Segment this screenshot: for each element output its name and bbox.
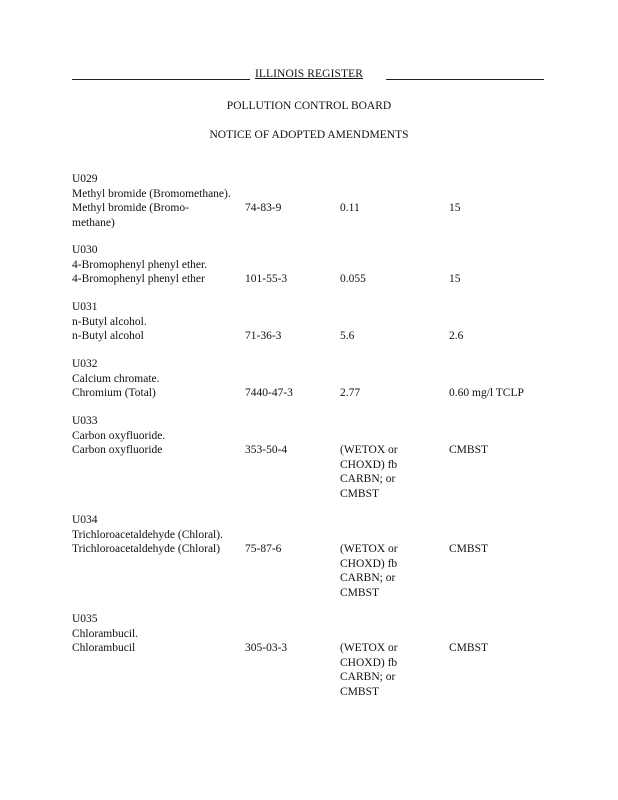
waste-code: U034 <box>72 514 98 526</box>
constituent-name <box>72 272 232 287</box>
wastewater-standard-line: CARBN; or <box>340 671 396 683</box>
wastewater-standard-line: 0.11 <box>340 202 360 214</box>
nonwastewater-standard: CMBST <box>449 444 488 456</box>
register-title: ILLINOIS REGISTER <box>254 68 364 80</box>
wastewater-standard-line: (WETOX or <box>340 444 398 456</box>
nonwastewater-standard: CMBST <box>449 543 488 555</box>
constituent-name-line: Methyl bromide (Bromo- <box>72 202 189 214</box>
waste-code: U033 <box>72 415 98 427</box>
constituent-name-line: n-Butyl alcohol <box>72 330 144 342</box>
waste-code: U029 <box>72 173 98 185</box>
wastewater-standard-line: CMBST <box>340 487 379 500</box>
wastewater-standard <box>340 201 420 216</box>
wastewater-standard-line: (WETOX or <box>340 642 398 654</box>
waste-entry <box>72 357 552 401</box>
waste-entry <box>72 513 552 600</box>
waste-name: Chlorambucil. <box>72 627 139 640</box>
waste-code: U030 <box>72 244 98 256</box>
constituent-row <box>72 641 552 699</box>
wastewater-standard-line: CMBST <box>340 685 379 698</box>
waste-entry <box>72 243 552 287</box>
nonwastewater-standard: 15 <box>449 273 461 285</box>
waste-name: Calcium chromate. <box>72 372 160 385</box>
waste-code: U031 <box>72 301 98 313</box>
wastewater-standard-line: (WETOX or <box>340 543 398 555</box>
cas-number: 71-36-3 <box>245 330 282 342</box>
wastewater-standard <box>340 443 420 501</box>
waste-code: U032 <box>72 358 98 370</box>
constituent-name <box>72 386 232 401</box>
cas-number: 353-50-4 <box>245 444 288 456</box>
waste-name: 4-Bromophenyl phenyl ether. <box>72 258 208 271</box>
constituent-name <box>72 201 232 230</box>
waste-name: Methyl bromide (Bromomethane). <box>72 187 231 200</box>
constituent-name-line: Chromium (Total) <box>72 387 156 399</box>
wastewater-standard <box>340 329 420 344</box>
waste-entry <box>72 172 552 230</box>
wastewater-standard <box>340 641 420 699</box>
constituent-row <box>72 386 552 401</box>
wastewater-standard-line: 5.6 <box>340 330 355 342</box>
wastewater-standard-line: CMBST <box>340 586 379 599</box>
constituent-row <box>72 542 552 600</box>
waste-code: U035 <box>72 613 98 625</box>
constituent-name <box>72 641 232 656</box>
cas-number: 305-03-3 <box>245 642 288 654</box>
nonwastewater-standard: 15 <box>449 202 461 214</box>
waste-entry <box>72 414 552 501</box>
waste-entry <box>72 300 552 344</box>
constituent-name-line: Carbon oxyfluoride <box>72 444 163 456</box>
constituent-row <box>72 443 552 501</box>
waste-entry <box>72 612 552 699</box>
cas-number: 101-55-3 <box>245 273 288 285</box>
waste-name: Carbon oxyfluoride. <box>72 429 166 442</box>
waste-name: Trichloroacetaldehyde (Chloral). <box>72 528 223 541</box>
wastewater-standard <box>340 272 420 287</box>
wastewater-standard <box>340 542 420 600</box>
wastewater-standard-line: CARBN; or <box>340 572 396 584</box>
constituent-name-line: Chlorambucil <box>72 642 136 654</box>
board-title: POLLUTION CONTROL BOARD <box>226 100 392 112</box>
cas-number: 75-87-6 <box>245 543 282 555</box>
cas-number: 74-83-9 <box>245 202 282 214</box>
constituent-name-line: 4-Bromophenyl phenyl ether <box>72 273 205 285</box>
constituent-row <box>72 329 552 344</box>
waste-name: n-Butyl alcohol. <box>72 315 147 328</box>
constituent-name-line: Trichloroacetaldehyde (Chloral) <box>72 543 221 555</box>
constituent-name-line: methane) <box>72 216 115 229</box>
notice-title: NOTICE OF ADOPTED AMENDMENTS <box>209 129 409 141</box>
wastewater-standard-line: CHOXD) fb <box>340 458 398 471</box>
nonwastewater-standard: 2.6 <box>449 330 464 342</box>
constituent-name <box>72 542 232 557</box>
wastewater-standard-line: CHOXD) fb <box>340 656 398 669</box>
constituent-row <box>72 272 552 287</box>
nonwastewater-standard: 0.60 mg/l TCLP <box>449 387 524 399</box>
wastewater-standard <box>340 386 420 401</box>
wastewater-standard-line: 0.055 <box>340 273 366 285</box>
constituent-name <box>72 329 232 344</box>
cas-number: 7440-47-3 <box>245 387 293 399</box>
constituent-row <box>72 201 552 230</box>
wastewater-standard-line: 2.77 <box>340 387 361 399</box>
constituent-name <box>72 443 232 458</box>
wastewater-standard-line: CHOXD) fb <box>340 557 398 570</box>
wastewater-standard-line: CARBN; or <box>340 473 396 485</box>
nonwastewater-standard: CMBST <box>449 642 488 654</box>
